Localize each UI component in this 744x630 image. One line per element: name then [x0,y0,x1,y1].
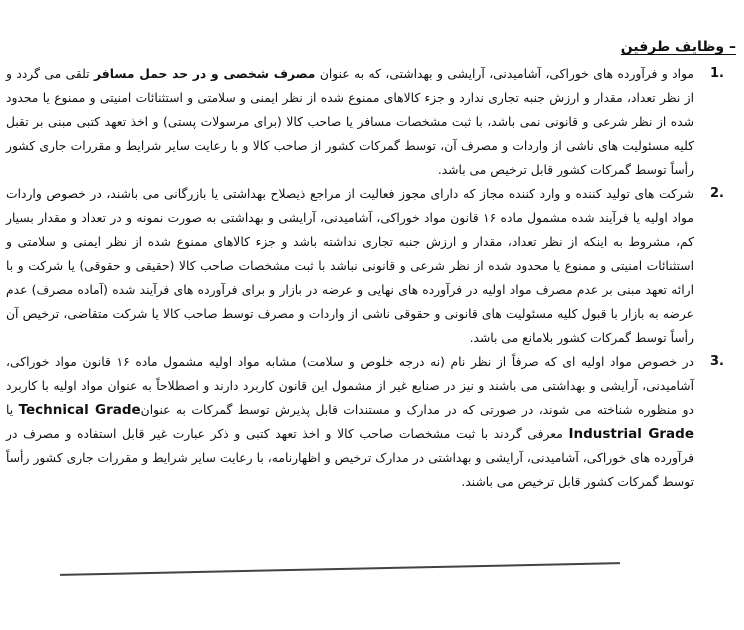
item-text [6,67,694,177]
list-item [6,62,724,182]
item-number: .2 [710,186,724,201]
section-heading: – وظایف طرفین [620,39,736,55]
list-item [6,182,724,350]
obligations-list [6,62,724,494]
item-text: شرکت های تولید کننده و وارد کننده مجاز که دارای مجوز فعالیت از مراجع ذیصلاح بهداشتی یا بازرگانی می باشند، در خصوص واردات مواد اولیه یا فرآیند شده مشمول ماده ۱۶ قانون مواد خوراکی، آشامیدنی، آرایشی و بهداشتی به صورت نمونه و در تعداد و مقدار بسیار کم، مشروط به اینکه از نظر تعداد، مقدار و ارزش جنبه تجاری نداشته باشد و جزء کالاهای ممنوع شده از نظر ایمنی و سلامتی و استثنائات امنیتی و ممنوع یا محدود شده از نظر شرعی و قانونی نباشد با ثبت مشخصات صاحب کالا (حقیقی و حقوقی) یا شرکت و با ارائه تعهد مبنی بر عدم مصرف مواد اولیه در فرآورده های نهایی و عرضه در بازار و برای فرآورده های فرآیند شده (آماده مصرف) عدم عرضه به بازار با قبول کلیه مسئولیت های قانونی و حقوقی ناشی از واردات و مصرف توسط صاحب کالا یا شرکت متقاضی، ترخیص آن رأساً توسط گمرکات کشور بلامانع می باشد. [6,187,694,345]
item-text-part: معرفی گردند با ثبت مشخصات صاحب کالا و اخذ تعهد کتبی و ذکر عبارت غیر قابل استفاده و مصرف در فرآورده های خوراکی، آشامیدنی، آرایشی و بهداشتی در مدارک ترخیص و اظهارنامه، با رعایت سایر شرایط و مقررات جاری کشور رأساً توسط گمرکات کشور قابل ترخیص می باشند. [6,427,694,489]
item-connector: یا [6,403,19,417]
item-text-part: مواد و فرآورده های خوراکی، آشامیدنی، آرایشی و بهداشتی، که به عنوان [315,67,695,81]
item-number: .1 [710,66,724,81]
item-text-part: تلقی می گردد و از نظر تعداد، مقدار و ارزش جنبه تجاری ندارد و جزء کالاهای ممنوع شده از نظر ایمنی و سلامتی و استثنائات امنیتی و ممنوع یا محدود شده از نظر شرعی و قانونی نمی باشد، با ثبت مشخصات مسافر یا صاحب کالا (برای مرسولات پستی) و اخذ تعهد کتبی مبنی بر تقبل کلیه مسئولیت های ناشی از واردات و مصرف آن، توسط گمرکات کشور از صاحب کالا و با رعایت سایر شرایط و مقررات جاری کشور رأساً توسط گمرکات کشور قابل ترخیص می باشد. [6,67,694,177]
item-bold-phrase: مصرف شخصی و در حد حمل مسافر [94,67,316,81]
item-text [6,355,694,489]
item-number: .3 [710,354,724,369]
scan-edge-line [60,562,620,576]
list-item [6,350,724,494]
industrial-grade-term: Industrial Grade [568,426,694,442]
technical-grade-term: Technical Grade [18,402,141,418]
item-text-part: در خصوص مواد اولیه ای که صرفاً از نظر نام (نه درجه خلوص و سلامت) مشابه مواد اولیه مشمول ماده ۱۶ قانون مواد خوراکی، آشامیدنی، آرایشی و بهداشتی می باشند و نیز در صنایع غیر از مشمول این قانون کاربرد دارند و اصطلاحاً به عنوان مواد اولیه با کاربرد دو منظوره شناخته می شوند، در صورتی که در مدارک و مستندات قابل پذیرش توسط گمرکات به عنوان [6,355,695,417]
